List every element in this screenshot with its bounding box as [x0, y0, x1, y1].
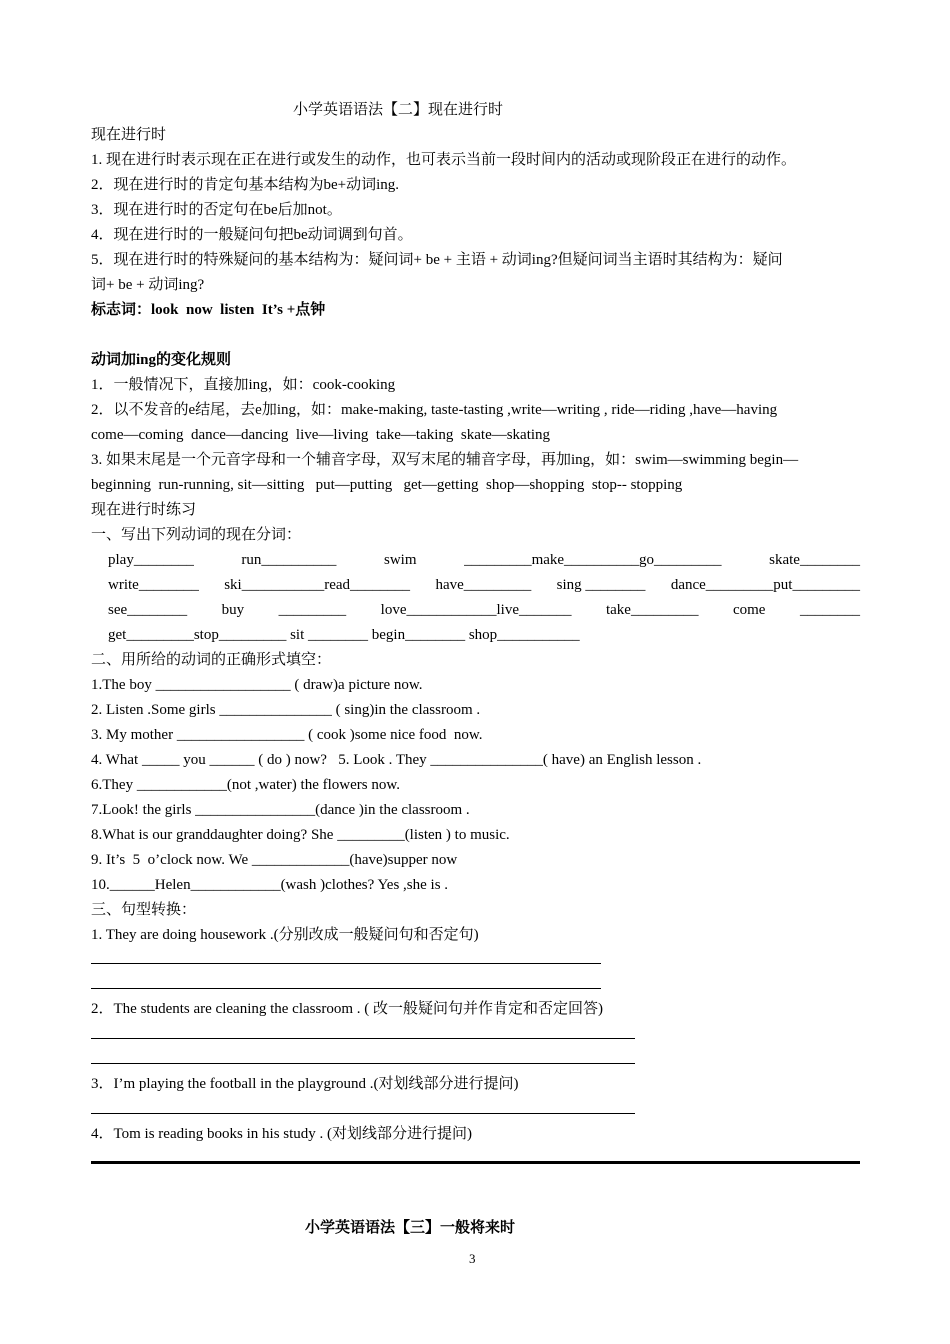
verb-blank[interactable]: take_________: [605, 602, 699, 618]
section-divider: [91, 1161, 860, 1164]
verb-blank[interactable]: have_________: [435, 577, 532, 593]
ing-rule-line: 2．以不发音的e结尾，去e加ing，如：make-making, taste-tasting ,write—writing , ride—riding ,have—having: [91, 402, 778, 418]
fill-in-item[interactable]: 10.______Helen____________(wash )clothes? Yes ,she is .: [91, 877, 449, 893]
fill-in-item[interactable]: 2. Listen .Some girls _______________ ( sing)in the classroom .: [91, 702, 481, 718]
answer-line[interactable]: [91, 1063, 635, 1064]
fill-in-item[interactable]: 9. It’s 5 o’clock now. We _____________(have)supper now: [91, 852, 458, 868]
rule-line: 4．现在进行时的一般疑问句把be动词调到句首。: [91, 227, 413, 243]
ing-rule-line: beginning run-running, sit—sitting put—putting get—getting shop—shopping stop-- stopping: [91, 477, 683, 493]
fill-in-item[interactable]: 7.Look! the girls ________________(dance )in the classroom .: [91, 802, 470, 818]
verb-blank[interactable]: write________: [108, 577, 199, 593]
verb-blank[interactable]: come: [732, 602, 766, 618]
verb-row: [108, 550, 860, 570]
rule-line: 1. 现在进行时表示现在正在进行或发生的动作，也可表示当前一段时间内的活动或现阶段正在进行的动作。: [91, 152, 797, 168]
verb-blank[interactable]: _________: [278, 602, 347, 618]
rule-line: 5．现在进行时的特殊疑问的基本结构为：疑问词+ be + 主语 + 动词ing?但疑问词当主语时其结构为：疑问: [91, 252, 783, 268]
part1-heading: 一、写出下列动词的现在分词：: [91, 527, 302, 543]
answer-line[interactable]: [91, 988, 601, 989]
page-number: 3: [469, 1251, 476, 1266]
verb-blank[interactable]: sing ________: [556, 577, 646, 593]
part3-heading: 三、句型转换：: [91, 902, 197, 918]
verb-blank[interactable]: swim: [383, 552, 417, 568]
verb-blank[interactable]: buy: [221, 602, 245, 618]
ing-heading: 动词加ing的变化规则: [91, 352, 232, 368]
fill-in-item[interactable]: 3. My mother _________________ ( cook )some nice food now.: [91, 727, 483, 743]
answer-line[interactable]: [91, 1113, 635, 1114]
fill-in-item[interactable]: 4. What _____ you ______ ( do ) now? 5. Look . They _______________( have) an English lesson .: [91, 752, 702, 768]
verb-row: [108, 575, 860, 595]
answer-line[interactable]: [91, 963, 601, 964]
section-heading: 现在进行时: [91, 127, 167, 143]
next-section-title: 小学英语语法【三】一般将来时: [305, 1220, 516, 1236]
signal-words: 标志词：look now listen It’s +点钟: [91, 302, 326, 318]
verb-blank[interactable]: ski___________read________: [224, 577, 411, 593]
fill-in-item[interactable]: 6.They ____________(not ,water) the flowers now.: [91, 777, 400, 793]
part2-heading: 二、用所给的动词的正确形式填空：: [91, 652, 332, 668]
transform-item: 1. They are doing housework .(分别改成一般疑问句和否定句): [91, 927, 479, 943]
verb-blank[interactable]: love____________live_______: [380, 602, 572, 618]
answer-line[interactable]: [91, 1038, 635, 1039]
verb-blank[interactable]: dance_________put_________: [670, 577, 860, 593]
verb-row: [108, 600, 860, 620]
verb-row[interactable]: get_________stop_________ sit ________ begin________ shop___________: [108, 627, 580, 643]
rule-line: 词+ be + 动词ing?: [91, 277, 205, 293]
verb-blank[interactable]: ________: [799, 602, 860, 618]
ing-rule-line: 1．一般情况下，直接加ing，如：cook-cooking: [91, 377, 396, 393]
page-title: 小学英语语法【二】现在进行时: [293, 102, 504, 118]
ing-rule-line: 3. 如果末尾是一个元音字母和一个辅音字母，双写末尾的辅音字母，再加ing，如：swim—swimming begin—: [91, 452, 799, 468]
ing-rule-line: come—coming dance—dancing live—living take—taking skate—skating: [91, 427, 551, 443]
verb-blank[interactable]: see________: [108, 602, 188, 618]
rule-line: 3．现在进行时的否定句在be后加not。: [91, 202, 342, 218]
verb-blank[interactable]: run__________: [241, 552, 337, 568]
fill-in-item[interactable]: 8.What is our granddaughter doing? She _________(listen ) to music.: [91, 827, 510, 843]
transform-item: 2．The students are cleaning the classroom . ( 改一般疑问句并作肯定和否定回答): [91, 1001, 603, 1017]
fill-in-item[interactable]: 1.The boy __________________ ( draw)a picture now.: [91, 677, 423, 693]
verb-blank[interactable]: skate________: [769, 552, 860, 568]
transform-item: 3．I’m playing the football in the playground .(对划线部分进行提问): [91, 1076, 519, 1092]
practice-heading: 现在进行时练习: [91, 502, 197, 518]
rule-line: 2．现在进行时的肯定句基本结构为be+动词ing.: [91, 177, 400, 193]
verb-blank[interactable]: play________: [108, 552, 194, 568]
verb-blank[interactable]: _________make__________go_________: [464, 552, 722, 568]
transform-item: 4．Tom is reading books in his study . (对划线部分进行提问): [91, 1126, 473, 1142]
